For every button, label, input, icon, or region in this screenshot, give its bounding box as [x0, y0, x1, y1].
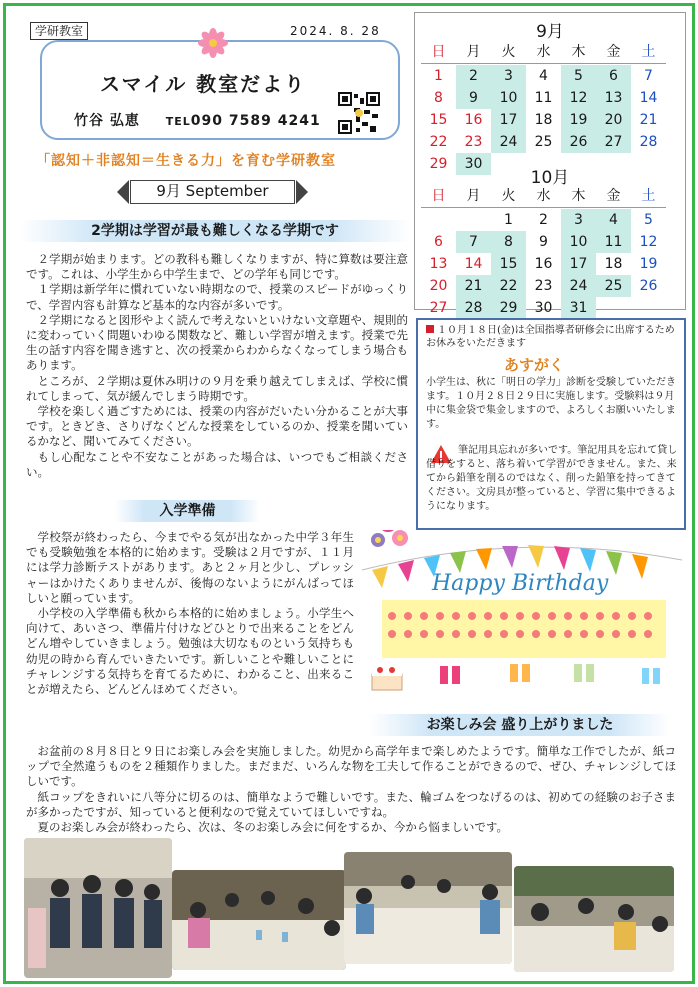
qr-code-icon: [338, 92, 380, 134]
section-heading-party: お楽しみ会 盛り上がりました: [370, 714, 670, 736]
birthday-illustration: [362, 530, 686, 708]
divider: [421, 63, 666, 64]
calendar-day: 5: [561, 65, 596, 87]
info-box: [416, 318, 686, 530]
paragraph: ところが、２学期は夏休み明けの９月を乗り越えてしまえば、学校に慣れてしまって、気が緩んでしまう時期です。: [26, 373, 408, 403]
calendar-day: [456, 209, 491, 231]
calendar-weekday-label: 水: [536, 188, 551, 204]
calendar-day: 2: [456, 65, 491, 87]
calendar-day: 19: [561, 109, 596, 131]
calendar-day: 25: [534, 134, 553, 150]
calendar-day: 26: [561, 131, 596, 153]
calendar-day: 7: [456, 231, 491, 253]
calendar-day: 14: [639, 90, 658, 106]
calendar-weekday-row: [421, 185, 666, 207]
divider: [421, 207, 666, 208]
calendar-day: 6: [596, 65, 631, 87]
slogan: 「認知＋非認知＝生きる力」を育む学研教室: [36, 153, 336, 169]
calendar-weekday-label: 金: [606, 188, 621, 204]
calendar-days-september: [421, 65, 666, 175]
closure-notice-text: １０月１８日(金)は全国指導者研修会に出席するためお休みをいただきます: [426, 325, 675, 349]
calendar-weekday-label: 木: [571, 44, 586, 60]
calendar-day: 28: [639, 134, 658, 150]
paragraph: もし心配なことや不安なことがあった場合は、いつでもご相談ください。: [26, 449, 408, 479]
closure-notice: [426, 324, 682, 350]
calendar-day: 9: [456, 87, 491, 109]
calendar-day: 10: [561, 231, 596, 253]
paragraph: ２学期が始まります。どの教科も難しくなりますが、特に算数は要注意です。これは、小学生から中学生まで、どの学年も同じです。: [26, 252, 408, 282]
calendar-day: 16: [534, 256, 553, 272]
calendar-day: 25: [596, 275, 631, 297]
photo-kids-crafting: [514, 866, 674, 972]
calendar-day: 4: [539, 68, 548, 84]
calendar-day: 17: [561, 253, 596, 275]
calendar-day: 4: [596, 209, 631, 231]
calendar-weekday-label: 日: [431, 188, 446, 204]
calendar-day: 23: [464, 134, 483, 150]
calendar-day: 9: [539, 234, 548, 250]
calendar-day: 8: [491, 231, 526, 253]
month-banner: 9月 September: [130, 180, 295, 204]
calendar-day: 31: [561, 297, 596, 319]
teacher-contact: [74, 110, 321, 130]
photo-classroom: [344, 852, 512, 964]
calendar-day: 5: [644, 212, 653, 228]
photo-craft-table: [172, 870, 346, 970]
paragraph: １学期は新学年に慣れていない時期なので、授業のスピードがゆっくりで、学習内容も計算など基本的な内容が多いです。: [26, 282, 408, 312]
newsletter-title: スマイル 教室だより: [100, 72, 307, 96]
calendar-day: 29: [491, 297, 526, 319]
paragraph: 夏のお楽しみ会が終わったら、次は、冬のお楽しみ会に何をするか、今から悩ましいです。: [37, 820, 508, 835]
calendar-day: 3: [561, 209, 596, 231]
calendar-weekday-label: 金: [606, 44, 621, 60]
calendar-day: 14: [464, 256, 483, 272]
calendar-day: 12: [639, 234, 658, 250]
calendar-day: 18: [534, 112, 553, 128]
calendar-day: 30: [456, 153, 491, 175]
calendar: [414, 12, 686, 316]
calendar-day: 29: [429, 156, 448, 172]
calendar-weekday-label: 火: [501, 188, 516, 204]
calendar-day: 1: [434, 68, 443, 84]
calendar-day: 2: [539, 212, 548, 228]
calendar-day: 24: [491, 131, 526, 153]
calendar-day: 24: [561, 275, 596, 297]
calendar-day: 26: [639, 278, 658, 294]
birthday-text: Happy Birthday: [432, 571, 609, 596]
asugaku-text: 小学生は、秋に「明日の学力」診断を受験していただきます。１０月２８日２９日に実施します。受験料は９月中に集金袋で集金しますので、よろしくお願いいたします。: [426, 377, 676, 430]
red-square-icon: [426, 325, 434, 333]
calendar-day: 11: [534, 90, 553, 106]
photo-children-standing: [24, 838, 172, 978]
issue-date: 2024. 8. 28: [290, 24, 381, 38]
calendar-month-title: 10月: [530, 168, 570, 188]
calendar-days-october: [421, 209, 666, 319]
calendar-month-title: 9月: [536, 22, 564, 42]
calendar-day: 10: [491, 87, 526, 109]
calendar-day: 19: [639, 256, 658, 272]
warning-text: 筆記用具忘れが多いです。筆記用具を忘れて貸し借りをすると、落ち着いて学習ができません。また、来てから鉛筆を削るのではなく、削った鉛筆を持ってきてください。文房具が整っていると、学習に集中できるようになります。: [426, 445, 678, 512]
calendar-day: 15: [491, 253, 526, 275]
calendar-day: 1: [504, 212, 513, 228]
calendar-day: 13: [429, 256, 448, 272]
calendar-day: 11: [596, 231, 631, 253]
calendar-weekday-label: 土: [641, 188, 656, 204]
flower-icon: [196, 28, 230, 58]
calendar-day: 6: [434, 234, 443, 250]
paragraph: お盆前の８月８日と９日にお楽しみ会を実施しました。幼児から高学年まで楽しめたようです。簡単な工作でしたが、紙コップで全然違うものを２種類作りました。まだまだ、いろんな物を工夫して作ることができるので、ぜひ、チャレンジしてほしいです。: [26, 744, 676, 789]
section-body-party: [26, 744, 676, 835]
calendar-day: 27: [596, 131, 631, 153]
calendar-day: 20: [429, 278, 448, 294]
calendar-weekday-label: 月: [466, 44, 481, 60]
calendar-day: 15: [429, 112, 448, 128]
calendar-day: 18: [604, 256, 623, 272]
paragraph: 小学校の入学準備も秋から本格的に始めましょう。小学生へ向けて、あいさつ、準備片付けなどひとりで出来ることをどんどん増やしていきましょう。勉強は大切なものという気持ちも幼児の時から育んでいきたいです。新しいことや難しいことにチャレンジする気持ちを育てるために、わかること、出来ることが増えたら、どんどんほめてください。: [26, 606, 354, 697]
calendar-weekday-label: 木: [571, 188, 586, 204]
paragraph: 学校祭が終わったら、今までやる気が出なかった中学３年生でも受験勉強を本格的に始めます。受験は２月ですが、１１月には学力診断テストがあります。あと２ヶ月と少し、プレッシャーはかけたくありませんが、後悔のないようにがんばってほしいと願っています。: [26, 530, 354, 605]
calendar-weekday-row: [421, 41, 666, 63]
calendar-day: 16: [464, 112, 483, 128]
calendar-day: 20: [596, 109, 631, 131]
calendar-day: 28: [456, 297, 491, 319]
calendar-day: 3: [491, 65, 526, 87]
calendar-weekday-label: 月: [466, 188, 481, 204]
calendar-day: 22: [429, 134, 448, 150]
calendar-day: 8: [434, 90, 443, 106]
calendar-weekday-label: 土: [641, 44, 656, 60]
asugaku-title: あすがく: [504, 356, 565, 374]
paragraph: ２学期になると図形やよく読んで考えないといけない文章題や、規則的に変わっていく問題いわゆる関数など、難しい学習が増えます。授業で先生の話す内容を聞き逃すと、次の授業からわからなくなってしまう場合もあります。: [26, 312, 408, 373]
calendar-day: 17: [491, 109, 526, 131]
calendar-day: 21: [639, 112, 658, 128]
section-heading-term2: 2学期は学習が最も難しくなる学期です: [20, 220, 410, 242]
paragraph: 紙コップをきれいに八等分に切るのは、簡単なようで難しいです。また、輪ゴムをつなげるのは、初めての経験のお子さまが多かったですが、知っていると便利なので覚えていてほしいですね。: [26, 789, 676, 819]
calendar-day: [421, 209, 456, 231]
section-body-entrance-prep: [26, 530, 354, 697]
calendar-day: 23: [534, 278, 553, 294]
calendar-day: 13: [596, 87, 631, 109]
tel-number: 090 7589 4241: [190, 113, 321, 129]
paragraph: 学校を楽しく過ごすためには、授業の内容がだいたい分かることが大事です。ときどき、さりげなくどんな授業をしているのか、授業を聞いているかなど、聞いてみてください。: [26, 404, 408, 449]
calendar-weekday-label: 日: [431, 44, 446, 60]
calendar-weekday-label: 水: [536, 44, 551, 60]
section-body-term2: [26, 252, 408, 480]
teacher-name: 竹谷 弘恵: [74, 113, 140, 129]
calendar-weekday-label: 火: [501, 44, 516, 60]
tel-label: TEL: [165, 115, 191, 128]
calendar-day: 21: [456, 275, 491, 297]
calendar-day: 30: [534, 300, 553, 316]
calendar-day: 22: [491, 275, 526, 297]
section-heading-entrance-prep: 入学準備: [115, 500, 260, 522]
calendar-day: 7: [644, 68, 653, 84]
school-tag: 学研教室: [30, 22, 88, 40]
calendar-day: 12: [561, 87, 596, 109]
calendar-day: 27: [429, 300, 448, 316]
